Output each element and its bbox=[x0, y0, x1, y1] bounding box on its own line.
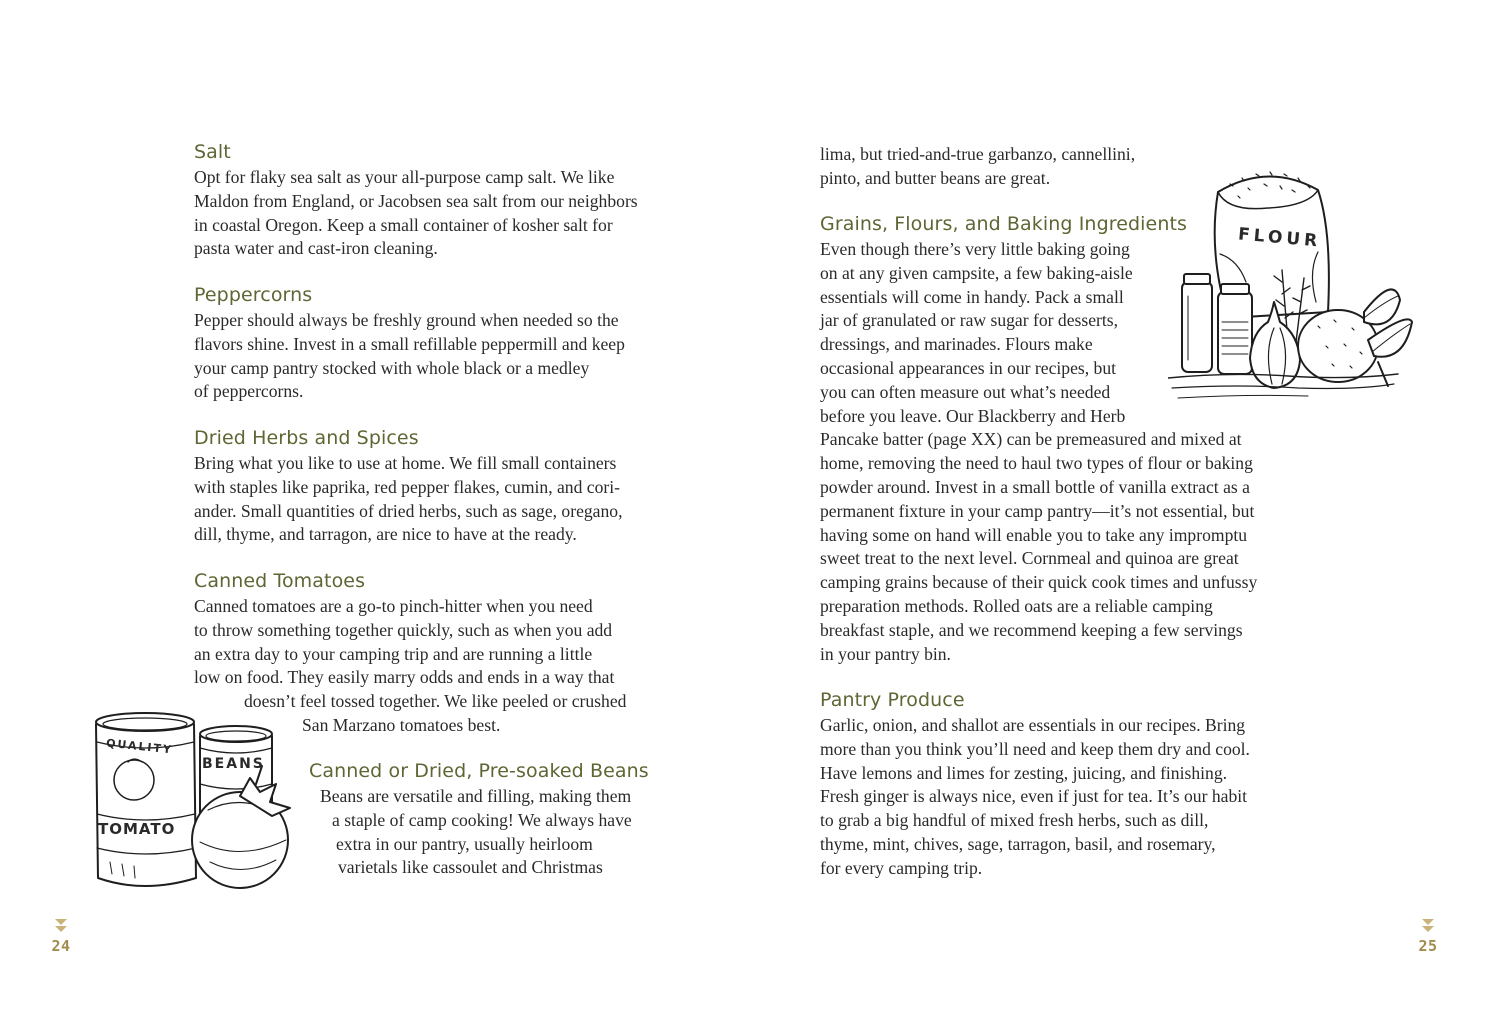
text-line: powder around. Invest in a small bottle of vanilla extract as a bbox=[820, 476, 1250, 497]
text-line: before you leave. Our Blackberry and Herb bbox=[820, 405, 1126, 426]
text-line: dressings, and marinades. Flours make bbox=[820, 334, 1093, 355]
section-heading-grains: Grains, Flours, and Baking Ingredients bbox=[820, 213, 1188, 235]
text-line: more than you think you’ll need and keep them dry and cool. bbox=[820, 738, 1250, 759]
text-line: to throw something together quickly, such as when you add bbox=[194, 619, 613, 640]
can-label-beans: BEANS bbox=[202, 756, 265, 772]
text-line: sweet treat to the next level. Cornmeal and quinoa are great bbox=[820, 548, 1239, 569]
text-line: low on food. They easily marry odds and ends in a way that bbox=[194, 667, 615, 688]
section-heading-canned-tomatoes: Canned Tomatoes bbox=[194, 570, 366, 592]
text-line: breakfast staple, and we recommend keeping a few servings bbox=[820, 619, 1243, 640]
page-number-right bbox=[1413, 918, 1443, 955]
text-line: Have lemons and limes for zesting, juicing, and finishing. bbox=[820, 762, 1228, 783]
text-line: San Marzano tomatoes best. bbox=[302, 714, 501, 735]
double-chevron-down-icon bbox=[1421, 918, 1435, 934]
text-line: Pancake batter (page XX) can be premeasured and mixed at bbox=[820, 429, 1242, 450]
canned-goods-illustration bbox=[90, 712, 322, 892]
text-line: an extra day to your camping trip and are running a little bbox=[194, 643, 593, 664]
text-line: extra in our pantry, usually heirloom bbox=[336, 833, 593, 854]
text-line: Maldon from England, or Jacobsen sea salt from our neighbors bbox=[194, 190, 638, 211]
can-label-tomato: TOMATO bbox=[98, 820, 176, 838]
text-line: on at any given campsite, a few baking-aisle bbox=[820, 262, 1133, 283]
text-line: for every camping trip. bbox=[820, 857, 983, 878]
can-label-quality: QUALITY bbox=[105, 736, 174, 757]
text-line: jar of granulated or raw sugar for desserts, bbox=[820, 310, 1119, 331]
text-line: of peppercorns. bbox=[194, 381, 304, 402]
page-number: 24 bbox=[51, 937, 71, 955]
text-line: Canned tomatoes are a go-to pinch-hitter when you need bbox=[194, 596, 593, 616]
text-line: a staple of camp cooking! We always have bbox=[332, 809, 632, 830]
section-body-salt bbox=[194, 166, 638, 261]
text-line: thyme, mint, chives, sage, tarragon, basil, and rosemary, bbox=[820, 833, 1216, 854]
text-line: essentials will come in handy. Pack a small bbox=[820, 286, 1124, 307]
text-line: pinto, and butter beans are great. bbox=[820, 167, 1051, 188]
text-line: occasional appearances in our recipes, but bbox=[820, 357, 1117, 378]
text-line: dill, thyme, and tarragon, are nice to have at the ready. bbox=[194, 524, 577, 545]
text-line: to grab a big handful of mixed fresh herbs, such as dill, bbox=[820, 810, 1209, 831]
continued-text bbox=[820, 143, 1135, 191]
section-heading-beans: Canned or Dried, Pre-soaked Beans bbox=[309, 760, 649, 782]
text-line: having some on hand will enable you to take any impromptu bbox=[820, 524, 1248, 545]
text-line: home, removing the need to haul two types of flour or baking bbox=[820, 453, 1253, 474]
text-line: Even though there’s very little baking going bbox=[820, 239, 1130, 259]
section-body-dried-herbs bbox=[194, 452, 623, 547]
text-line: Garlic, onion, and shallot are essentials in our recipes. Bring bbox=[820, 715, 1246, 735]
text-line: ander. Small quantities of dried herbs, such as sage, oregano, bbox=[194, 500, 623, 521]
page-number-left bbox=[46, 918, 76, 955]
text-line: preparation methods. Rolled oats are a reliable camping bbox=[820, 595, 1213, 616]
text-line: Pepper should always be freshly ground when needed so the bbox=[194, 310, 619, 330]
text-line: your camp pantry stocked with whole black or a medley bbox=[194, 357, 590, 378]
section-body-pantry-produce bbox=[820, 714, 1250, 881]
section-heading-pantry-produce: Pantry Produce bbox=[820, 689, 965, 711]
text-line: varietals like cassoulet and Christmas bbox=[338, 857, 603, 878]
double-chevron-down-icon bbox=[54, 918, 68, 934]
text-line: Opt for flaky sea salt as your all-purpose camp salt. We like bbox=[194, 167, 615, 187]
section-body-beans bbox=[320, 785, 632, 880]
text-line: flavors shine. Invest in a small refillable peppermill and keep bbox=[194, 333, 625, 354]
text-line: you can often measure out what’s needed bbox=[820, 381, 1111, 402]
section-heading-salt: Salt bbox=[194, 141, 231, 163]
flour-sack-pantry-illustration bbox=[1168, 162, 1416, 412]
text-line: doesn’t feel tossed together. We like peeled or crushed bbox=[244, 691, 627, 712]
flour-sack-label: FLOUR bbox=[1237, 224, 1322, 252]
text-line: in coastal Oregon. Keep a small container of kosher salt for bbox=[194, 214, 613, 235]
text-line: Beans are versatile and filling, making them bbox=[320, 786, 632, 806]
page-number: 25 bbox=[1418, 937, 1438, 955]
text-line: with staples like paprika, red pepper flakes, cumin, and cori- bbox=[194, 476, 621, 497]
text-line: Bring what you like to use at home. We fill small containers bbox=[194, 453, 617, 473]
section-body-peppercorns bbox=[194, 309, 625, 404]
text-line: permanent fixture in your camp pantry—it’s not essential, but bbox=[820, 500, 1255, 521]
text-line: camping grains because of their quick cook times and unfussy bbox=[820, 572, 1258, 593]
text-line: in your pantry bin. bbox=[820, 643, 951, 664]
right-page bbox=[750, 0, 1500, 1016]
section-heading-peppercorns: Peppercorns bbox=[194, 284, 313, 306]
text-line: lima, but tried-and-true garbanzo, cannellini, bbox=[820, 144, 1136, 164]
section-heading-dried-herbs: Dried Herbs and Spices bbox=[194, 427, 419, 449]
text-line: Fresh ginger is always nice, even if just for tea. It’s our habit bbox=[820, 786, 1248, 807]
text-line: pasta water and cast-iron cleaning. bbox=[194, 238, 438, 259]
